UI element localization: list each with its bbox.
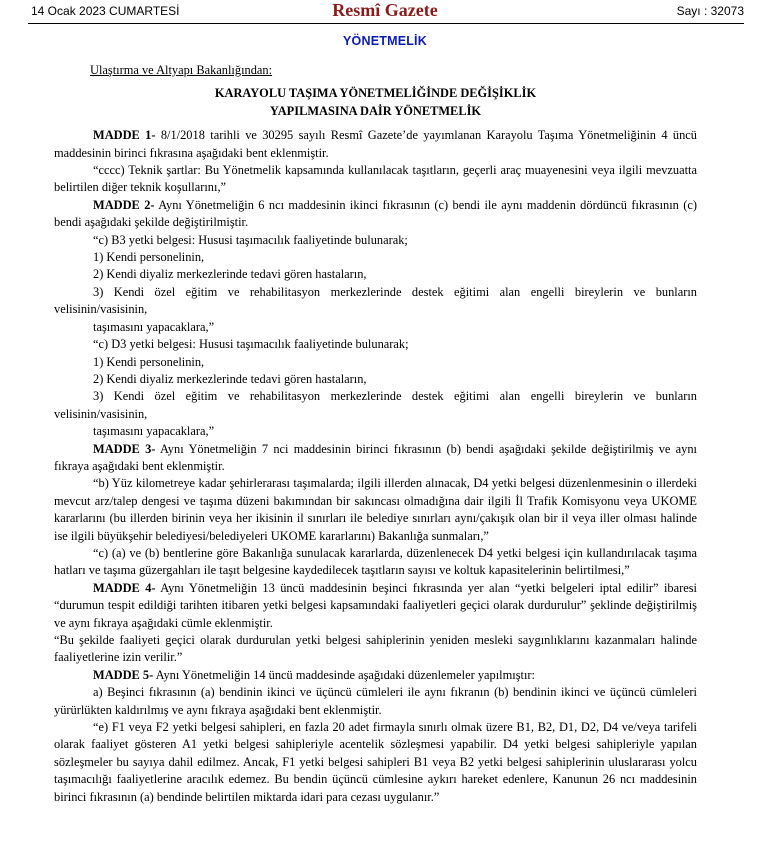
- paragraph-text: 2) Kendi diyaliz merkezlerinde tedavi gören hastaların,: [93, 371, 367, 386]
- paragraph-text: 1) Kendi personelinin,: [93, 354, 205, 369]
- paragraph-text: “e) F1 veya F2 yetki belgesi sahipleri, en fazla 20 adet firmayla sınırlı olmak üzere B1, B2, D1, D2, D4 ve/veya tarifeli olarak faaliyet gösteren A1 yetki belgesi sahipleriyle acentelik sözleşmesi yapabilir. D4 yetki belgesi sahipleriyle yapılan sözleşmeler bu sayıya dahil edilmez. Ancak, F1 yetki belgesi sahipleri B1 veya B2 yetki belgesi sahiplerinin uluslararası yolcu taşımacılığı faaliyetlerine aracılık edemez. Bu bendin üçüncü cümlesine aykırı hareket edenlere, Kanunun 26 ncı maddesinin birinci fıkrasının (a) bendinde belirtilen miktarda idari para cezası uygulanır.”: [54, 720, 697, 804]
- article-number: MADDE 2-: [93, 197, 155, 212]
- body-paragraph: [54, 719, 697, 806]
- paragraph-text: 1) Kendi personelinin,: [93, 250, 205, 265]
- issue-date: 14 Ocak 2023 CUMARTESİ: [31, 4, 180, 18]
- body-paragraph: [54, 249, 697, 266]
- issuing-ministry: Ulaştırma ve Altyapı Bakanlığından:: [90, 63, 273, 77]
- body-paragraph: [54, 266, 697, 283]
- paragraph-text: taşımasını yapacaklara,”: [93, 319, 215, 334]
- paragraph-text: Aynı Yönetmeliğin 7 nci maddesinin birinci fıkrasının (b) bendi aşağıdaki şekilde değiştirilmiş ve aynı fıkraya aşağıdaki bent eklenmiştir.: [54, 441, 697, 473]
- body-paragraph: [54, 388, 697, 423]
- paragraph-text: 3) Kendi özel eğitim ve rehabilitasyon merkezlerinde destek eğitimi alan engelli bireylerin ve bunların velisinin/vasisinin,: [54, 284, 697, 317]
- paragraph-text: a) Beşinci fıkrasının (a) bendinin ikinci ve üçüncü cümleleri ile aynı fıkranın (b) bendinin ikinci ve üçüncü cümleleri yürürlükten kaldırılmış ve aynı fıkraya aşağıdaki bent eklenmiştir.: [54, 685, 697, 717]
- issue-number: Sayı : 32073: [676, 4, 744, 18]
- paragraph-text: Aynı Yönetmeliğin 13 üncü maddesinin beşinci fıkrasında yer alan “yetki belgeleri iptal edilir” ibaresi “durumun tespit edildiği tarihten itibaren yetki belgesi kapsamındaki faaliyetleri geçici olarak durdurulur” şeklinde değiştirilmiş ve aynı fıkraya aşağıdaki cümle eklenmiştir.: [54, 580, 697, 630]
- body-paragraph: [54, 632, 697, 667]
- article-paragraph: [54, 441, 697, 476]
- section-heading: YÖNETMELİK: [343, 34, 427, 48]
- body-paragraph: [54, 284, 697, 319]
- page-header: [0, 0, 770, 24]
- body-paragraph: [54, 336, 697, 353]
- body-paragraph: [54, 162, 697, 197]
- regulation-title-line-2: YAPILMASINA DAİR YÖNETMELİK: [269, 103, 482, 118]
- article-paragraph: [54, 197, 697, 232]
- paragraph-text: 3) Kendi özel eğitim ve rehabilitasyon merkezlerinde destek eğitimi alan engelli bireylerin ve bunların velisinin/vasisinin,: [54, 389, 697, 421]
- paragraph-text: “c) B3 yetki belgesi: Hususi taşımacılık faaliyetinde bulunarak;: [93, 232, 408, 247]
- article-number: MADDE 1-: [93, 128, 156, 143]
- paragraph-text: “b) Yüz kilometreye kadar şehirlerarası taşımalarda; ilgili illerden alınacak, D4 yetki belgesi düzenlenmesinin o illerdeki mevcut arz/talep dengesi ve taşıma düzeni bakımından bir sakıncası olmadığına dair ilgili İl Trafik Komisyonu veya UKOME kararlarını (bu illerden birinin veya her ikisinin il sınırları ile belediye sınırları aynı/çakışık olan bir il veya iller olması halinde ise ilgili büyükşehir belediyesi/belediyeleri UKOME kararlarını) Bakanlığa sunmaları,”: [54, 476, 697, 543]
- article-paragraph: [54, 580, 697, 632]
- body-paragraph: [54, 354, 697, 371]
- paragraph-text: “c) D3 yetki belgesi: Hususi taşımacılık faaliyetinde bulunarak;: [93, 337, 409, 352]
- document-body: [54, 62, 697, 806]
- body-paragraph: [54, 371, 697, 388]
- article-number: MADDE 3-: [93, 441, 156, 456]
- paragraph-text: “c) (a) ve (b) bentlerine göre Bakanlığa sunulacak kararlarda, düzenlenecek D4 yetki belgesi için kullandırılacak taşıma hatları ve taşıma güzergahları ile taşıt belgesine kaydedilecek taşıtların sayısı ve koltuk kapasitelerinin belirtilmesi,”: [54, 545, 697, 578]
- article-paragraph: [54, 667, 697, 684]
- article-number: MADDE 4-: [93, 580, 156, 595]
- body-paragraph: [54, 475, 697, 545]
- header-divider: [28, 23, 744, 24]
- article-paragraphs: [54, 127, 697, 806]
- body-paragraph: [54, 545, 697, 580]
- body-paragraph: [54, 232, 697, 249]
- paragraph-text: Aynı Yönetmeliğin 14 üncü maddesinde aşağıdaki düzenlemeler yapılmıştır:: [153, 667, 535, 682]
- gazette-name: Resmî Gazete: [332, 0, 438, 20]
- body-paragraph: [54, 423, 697, 440]
- paragraph-text: “Bu şekilde faaliyeti geçici olarak durdurulan yetki belgesi sahiplerinin yeniden mesleki saygınlıklarını kazanmaları halinde faaliyetlerine izin verilir.”: [54, 633, 697, 665]
- body-paragraph: [54, 684, 697, 719]
- paragraph-text: 2) Kendi diyaliz merkezlerinde tedavi gören hastaların,: [93, 267, 367, 282]
- paragraph-text: “cccc) Teknik şartlar: Bu Yönetmelik kapsamında kullanılacak taşıtların, geçerli araç muayenesini veya ilgili mevzuatta belirtilen diğer teknik koşullarını,”: [54, 163, 697, 195]
- paragraph-text: 8/1/2018 tarihli ve 30295 sayılı Resmî Gazete’de yayımlanan Karayolu Taşıma Yönetmeliğinin 4 üncü maddesinin birinci fıkrasına aşağıdaki bent eklenmiştir.: [54, 128, 697, 160]
- paragraph-text: taşımasını yapacaklara,”: [93, 424, 215, 439]
- article-number: MADDE 5-: [93, 667, 154, 682]
- body-paragraph: [54, 319, 697, 336]
- paragraph-text: Aynı Yönetmeliğin 6 ncı maddesinin ikinci fıkrasının (c) bendi ile aynı maddenin dördüncü fıkrasının (c) bendi aşağıdaki şekilde değiştirilmiştir.: [54, 197, 697, 230]
- regulation-title-line-1: KARAYOLU TAŞIMA YÖNETMELİĞİNDE DEĞİŞİKLİK: [214, 86, 537, 101]
- article-paragraph: [54, 127, 697, 162]
